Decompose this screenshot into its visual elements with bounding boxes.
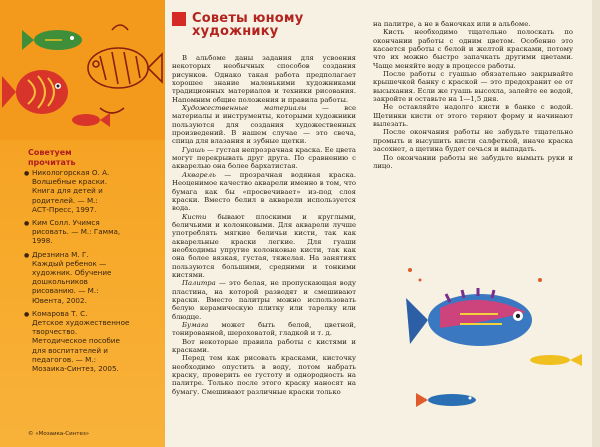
- term: Кисти: [182, 212, 207, 221]
- bullet-icon: ●: [24, 251, 30, 259]
- list-item: ● Комарова Т. С. Детское художественное творчество. Методическое пособие для воспитателей и педагогов. — М.: Мозаика-Синтез, 2005.: [24, 308, 130, 374]
- page-edge: [592, 0, 600, 447]
- paragraph: Вот некоторые правила работы с кистями и красками.: [172, 337, 356, 355]
- paragraph: Не оставляйте надолго кисти в банке с водой. Щетинки кисти от этого теряют форму и начинают вылезать.: [373, 103, 573, 129]
- list-item: ● Никологорская О. А. Волшебные краски. Книга для детей и родителей. — М.: АСТ-Пресс, 1997.: [24, 168, 110, 214]
- paragraph: Палитра — это белая, не пропускающая воду пластина, на которой разводят и смешивают краски. Вместо палитры можно использовать белую керамическую плитку или тарелку или блюдце.: [172, 279, 356, 321]
- paragraph: В альбоме даны задания для усвоения некоторых необычных способов создания рисунков. Однако такая работа предполагает хорошее знание маленькими художниками традиционных материалов и техники рисования. Напомним общие положения и правила работы.: [172, 54, 356, 104]
- paragraph: Кисть необходимо тщательно полоскать по окончании работы с одним цветом. Особенно это касается работы с белой и желтой красками, потому что их можно быстро запачкать другими цветами. Чаще меняйте воду в процессе работы.: [373, 28, 573, 70]
- fish-illustration: [0, 0, 165, 140]
- paragraph: Перед тем как рисовать красками, кисточку необходимо опустить в воду, потом набрать краску, проверить ее густоту и однородность на палитре. Только после этого краску наносят на бумагу. Смешивают различные краски только: [172, 354, 356, 396]
- paragraph: После работы с гуашью обязательно закрывайте крышечкой банку с краской — это предохранит ее от высыхания. Если же гуашь высохла, залейте ее водой, закройте и оставьте на 1—1,5 дня.: [373, 70, 573, 104]
- blue-small-fish-icon: [416, 393, 476, 407]
- term: Бумага: [182, 321, 209, 329]
- bubble-icons: [408, 268, 542, 282]
- page-title: Советы юному художнику: [192, 11, 304, 39]
- bullet-icon: ●: [24, 170, 30, 177]
- title-badge: [172, 12, 186, 26]
- list-item: ● Ким Солл. Учимся рисовать. — М.: Гамма, 1998.: [24, 218, 121, 246]
- recommend-list: [24, 168, 159, 377]
- bullet-icon: ●: [24, 310, 30, 318]
- article-column-1: [172, 54, 356, 396]
- paragraph: на палитре, а не в баночках или в альбоме.: [373, 20, 531, 28]
- term: Гуашь: [182, 145, 205, 154]
- recommend-title: Советуем прочитать: [28, 148, 76, 167]
- paragraph: Бумага может быть белой, цветной, тонированной, шероховатой, гладкой и т. д.: [172, 321, 356, 338]
- term: Палитра: [182, 279, 216, 288]
- yellow-fish-icon: [530, 354, 582, 366]
- paragraph: Художественные материалы — все материалы и инструменты, которыми художники пользуются для создания художественных произведений. В нашем случае — это свеча, спица для влазания и зубные щетки.: [172, 104, 356, 146]
- list-item: ● Дрезнина М. Г. Каждый ребенок — художник. Обучение дошкольников рисованию. — М.: Ювента, 2002.: [24, 249, 112, 305]
- paragraph: Кисти бывают плоскими и круглыми, беличьими и колонковыми. Для акварели лучше употреблять мягкие беличьи кисти, так как акварельные краски легкие. Для гуаши необходимы упругие колонковые кисти, так как она более вязкая, густая, тяжелая. На занятиях пользуются большими, средними и тонкими кистями.: [172, 212, 356, 279]
- paragraph: Гуашь — густая непрозрачная краска. Ее цвета могут перекрывать друг друга. По сравнению с акварелью она более бархатистая.: [172, 145, 356, 171]
- term: Художественные материалы: [182, 104, 307, 113]
- big-fish-icon: [406, 288, 532, 346]
- bullet-icon: ●: [24, 220, 30, 228]
- fish-painting: [380, 250, 585, 430]
- paragraph: Акварель — прозрачная водяная краска. Неоценимое качество акварели именно в том, что бумага как бы «просвечивает» из-под слоя краски. Вместо белил в акварели используется вода.: [172, 170, 356, 213]
- sidebar: [0, 0, 165, 447]
- paragraph: После окончания работы не забудьте тщательно промыть и высушить кисти салфеткой, иначе краска засохнет, а щетина будет сечься и выпадать.: [373, 128, 573, 154]
- term: Акварель: [182, 170, 216, 179]
- paragraph: По окончании работы не забудьте вымыть руки и лицо.: [373, 153, 573, 170]
- article-column-2: [373, 20, 573, 170]
- copyright: © «Мозаика-Синтез»: [28, 431, 90, 437]
